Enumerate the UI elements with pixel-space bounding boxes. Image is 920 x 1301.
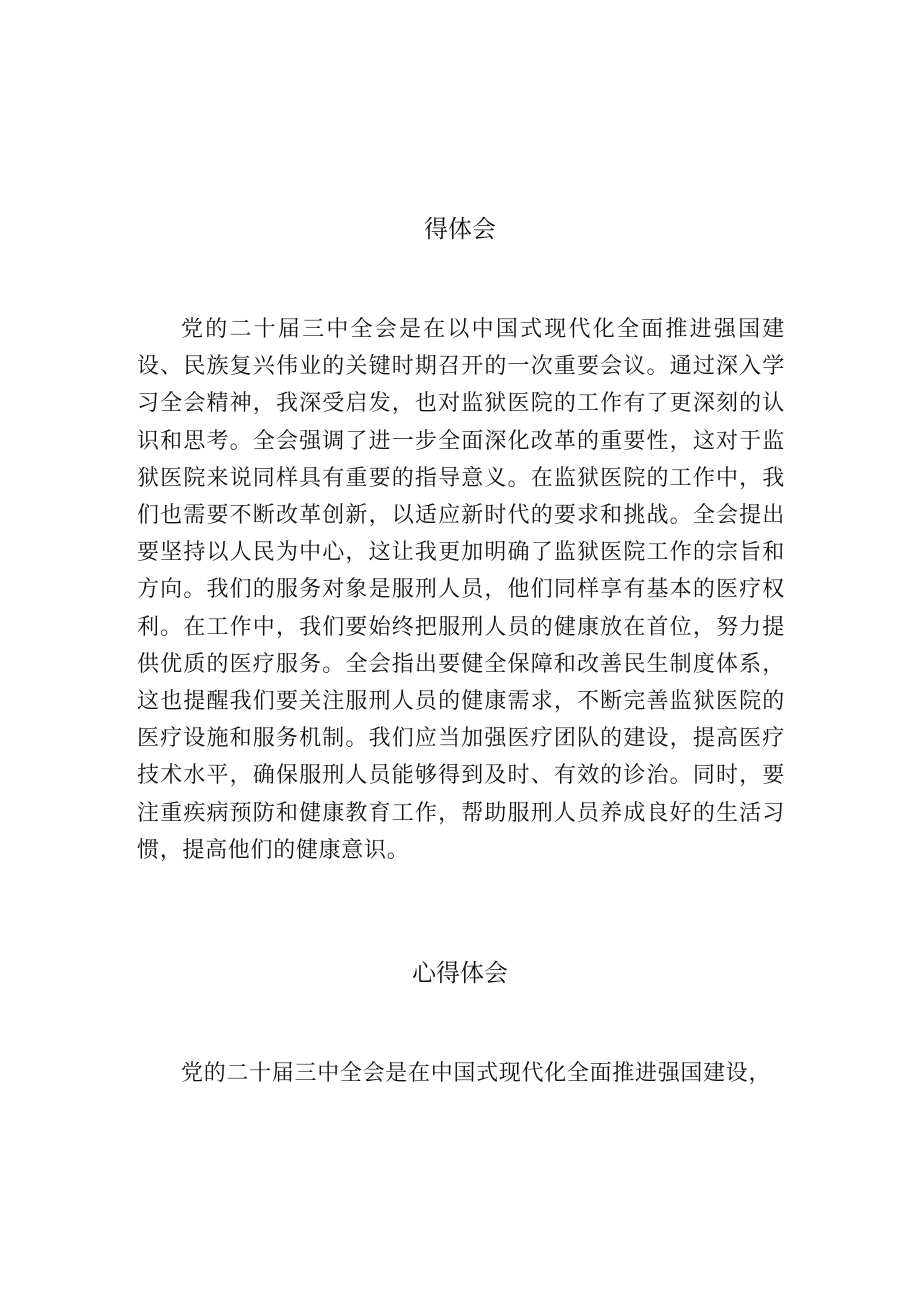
section-heading: 得体会 xyxy=(424,215,496,243)
section-heading: 心得体会 xyxy=(412,959,508,987)
section-paragraph: 党的二十届三中全会是在以中国式现代化全面推进强国建设、民族复兴伟业的关键时期召开的一次重要会议。通过深入学习全会精神，我深受启发，也对监狱医院的工作有了更深刻的认识和思考。全会强调了进一步全面深化改革的重要性，这对于监狱医院来说同样具有重要的指导意义。在监狱医院的工作中，我们也需要不断改革创新，以适应新时代的要求和挑战。全会提出要坚持以人民为中心，这让我更加明确了监狱医院工作的宗旨和方向。我们的服务对象是服刑人员，他们同样享有基本的医疗权利。在工作中，我们要始终把服刑人员的健康放在首位，努力提供优质的医疗服务。全会指出要健全保障和改善民生制度体系，这也提醒我们要关注服刑人员的健康需求，不断完善监狱医院的医疗设施和服务机制。我们应当加强医疗团队的建设，提高医疗技术水平，确保服刑人员能够得到及时、有效的诊治。同时，要注重疾病预防和健康教育工作，帮助服刑人员养成良好的生活习惯，提高他们的健康意识。 xyxy=(137,317,785,863)
section-paragraph: 党的二十届三中全会是在中国式现代化全面推进强国建设， xyxy=(181,1061,772,1086)
